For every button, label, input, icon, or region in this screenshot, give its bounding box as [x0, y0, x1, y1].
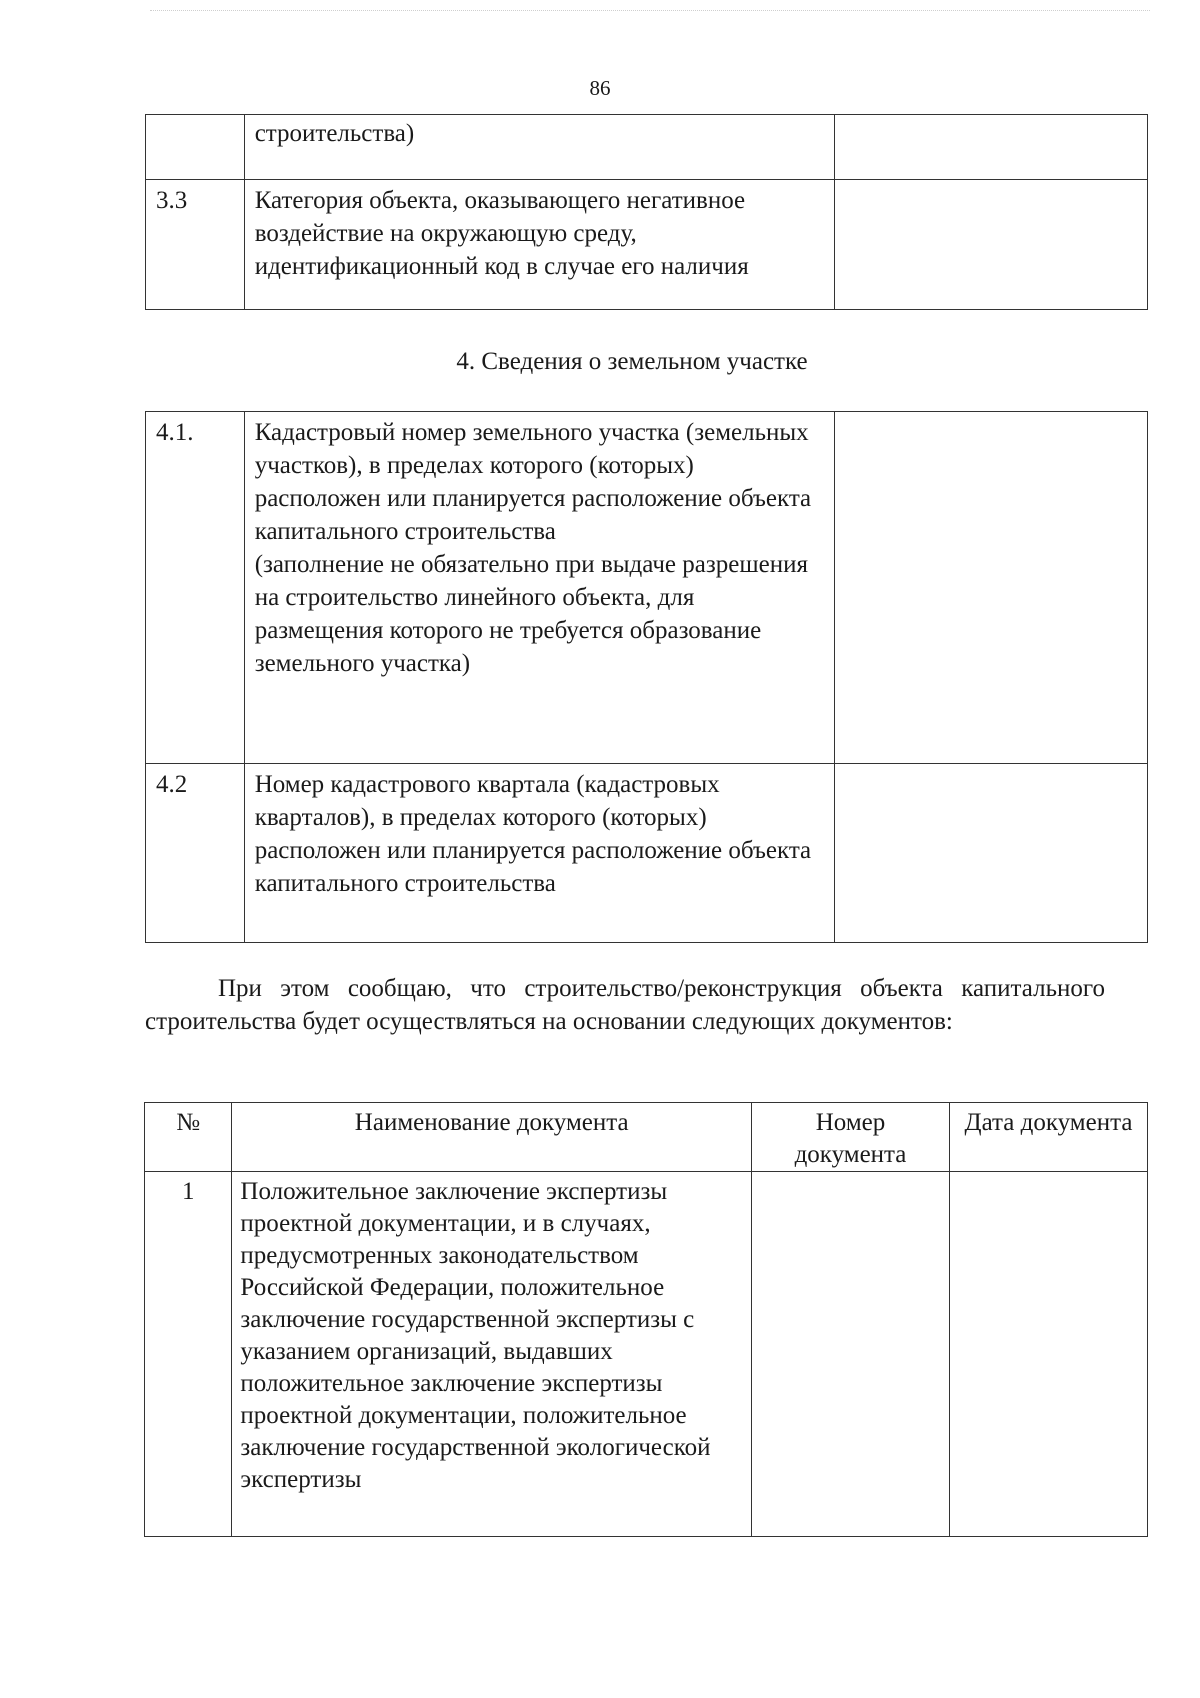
row-description: строительства)	[244, 115, 834, 180]
table-row	[146, 764, 1148, 943]
table-row	[146, 180, 1148, 310]
body-paragraph: При этом сообщаю, что строительство/реконструкция объекта капитального строительства будет осуществляться на основании следующих документов:	[145, 975, 1105, 1035]
row-number: 3.3	[146, 180, 245, 310]
document-date-cell[interactable]	[949, 1172, 1147, 1537]
row-number: 4.1.	[146, 412, 245, 764]
row-number: 4.2	[146, 764, 245, 943]
header-doc-number: Номер документа	[752, 1103, 950, 1172]
scan-artifact	[150, 10, 1150, 15]
table-row	[146, 412, 1148, 764]
row-value-cell[interactable]	[834, 115, 1147, 180]
row-number	[146, 115, 245, 180]
header-doc-date: Дата документа	[949, 1103, 1147, 1172]
land-plot-table	[145, 411, 1148, 943]
row-value-cell[interactable]	[834, 764, 1147, 943]
table-row	[146, 115, 1148, 180]
document-number-cell[interactable]	[752, 1172, 950, 1537]
row-description: Кадастровый номер земельного участка (земельных участков), в пределах которого (которых) расположен или планируется расположение объекта капитального строительства (заполнение не обязательно при выдаче разрешения на строительство линейного объекта, для размещения которого не требуется образование земельного участка)	[244, 412, 834, 764]
table-header-row	[145, 1103, 1148, 1172]
object-info-table	[145, 114, 1148, 310]
row-number: 1	[145, 1172, 232, 1537]
row-description: Номер кадастрового квартала (кадастровых кварталов), в пределах которого (которых) расположен или планируется расположение объекта капитального строительства	[244, 764, 834, 943]
row-value-cell[interactable]	[834, 180, 1147, 310]
documents-table	[144, 1102, 1148, 1537]
section-title: 4. Сведения о земельном участке	[456, 348, 808, 375]
page-number: 86	[589, 76, 611, 100]
document-name: Положительное заключение экспертизы проектной документации, и в случаях, предусмотренных законодательством Российской Федерации, положительное заключение государственной экспертизы с указанием организаций, выдавших положительное заключение экспертизы проектной документации, положительное заключение государственной экологической экспертизы	[232, 1172, 752, 1537]
header-name: Наименование документа	[232, 1103, 752, 1172]
row-value-cell[interactable]	[834, 412, 1147, 764]
row-description: Категория объекта, оказывающего негативное воздействие на окружающую среду, идентификационный код в случае его наличия	[244, 180, 834, 310]
table-row	[145, 1172, 1148, 1537]
header-num: №	[145, 1103, 232, 1172]
